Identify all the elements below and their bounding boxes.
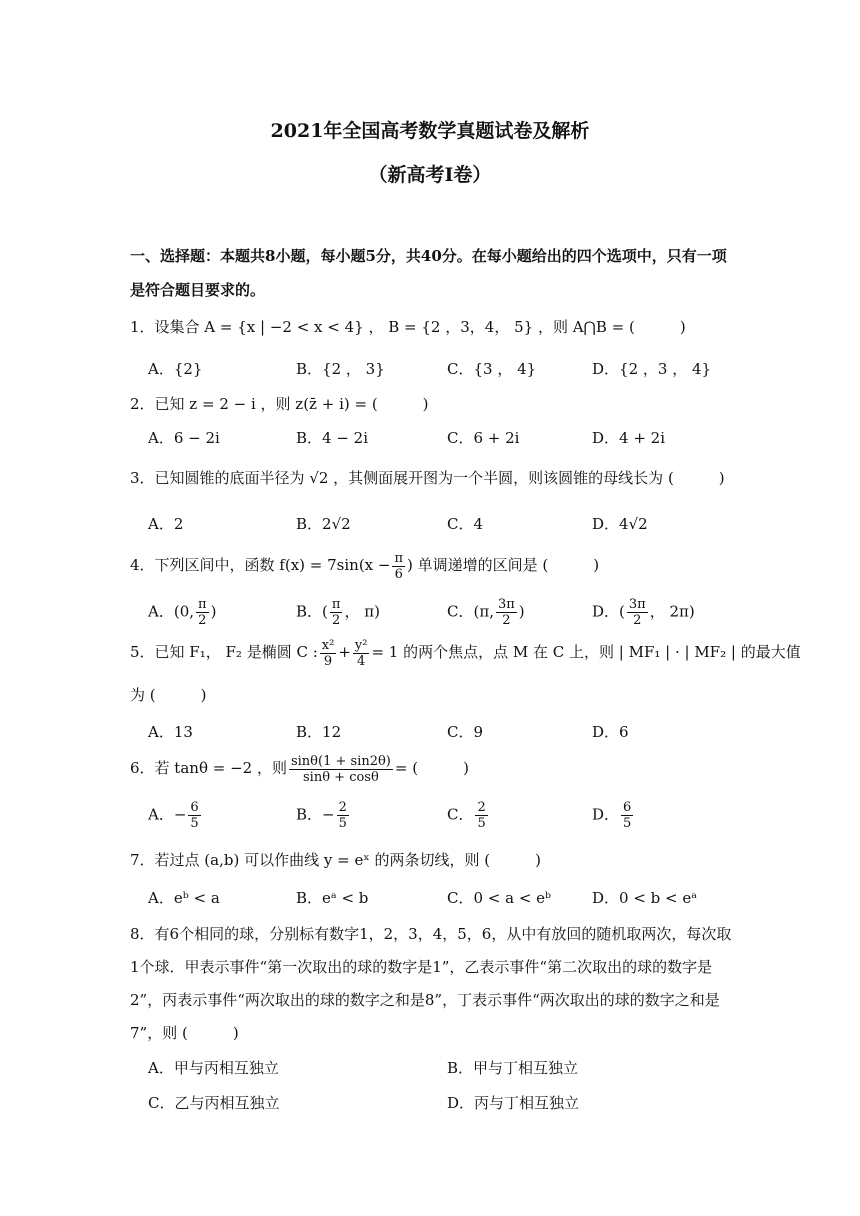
fraction-numerator: 6 — [190, 800, 199, 815]
question-5-option-b: B．12 — [296, 723, 342, 741]
question-7-option-c: C．0 < a < eᵇ — [447, 889, 552, 907]
question-7-stem: 7．若过点 (a,b) 可以作曲线 y = eˣ 的两条切线，则 ( ) — [130, 851, 541, 869]
question-5-fraction-1 — [320, 638, 337, 669]
option-label: A． — [148, 805, 174, 824]
question-4-option-d — [592, 597, 695, 628]
question-5-stem — [130, 637, 801, 669]
fraction-denominator: 2 — [332, 613, 341, 628]
question-7-option-d: D．0 < b < eᵃ — [592, 889, 698, 907]
question-6-option-b — [296, 800, 351, 831]
option-fraction — [496, 597, 517, 628]
question-6-stem — [130, 753, 740, 785]
option-pre: ( — [619, 602, 625, 621]
question-2-option-b: B．4 − 2i — [296, 429, 369, 447]
fraction-numerator: 6 — [623, 800, 632, 815]
question-2-stem: 2．已知 z = 2 − i ，则 z(z̄ + i) = ( ) — [130, 395, 429, 413]
question-7-option-a: A．eᵇ < a — [148, 889, 220, 907]
option-post: ) — [518, 602, 525, 621]
question-6-stem-pre: 6．若 tanθ = −2 ，则 — [130, 759, 287, 777]
question-2-option-c: C．6 + 2i — [447, 429, 520, 447]
fraction-denominator: 5 — [623, 816, 632, 831]
fraction-denominator: 4 — [357, 653, 366, 669]
fraction-numerator: π — [331, 597, 341, 612]
question-8-option-a: A．甲与丙相互独立 — [148, 1059, 279, 1077]
plus-sign: + — [338, 643, 351, 661]
question-5-option-d: D．6 — [592, 723, 629, 741]
question-3-option-c: C．4 — [447, 515, 484, 533]
question-1-stem: 1．设集合 A = {x | −2 < x < 4} ， B = {2 ，3，4， 5} ，则 A⋂B = ( ) — [130, 318, 686, 336]
question-6-option-a — [148, 800, 203, 831]
page-title: 2021年全国高考数学真题试卷及解析 — [270, 120, 590, 142]
fraction-numerator: y² — [354, 637, 368, 653]
option-sign: − — [173, 805, 187, 824]
question-6-fraction — [289, 754, 393, 785]
question-6-option-c — [447, 800, 490, 831]
question-5-stem-pre: 5．已知 F₁， F₂ 是椭圆 C : — [130, 643, 318, 661]
question-4-option-b — [296, 597, 380, 628]
question-4-option-c — [447, 597, 525, 628]
fraction-denominator: 2 — [198, 613, 207, 628]
question-7-option-b: B．eᵃ < b — [296, 889, 369, 907]
fraction-numerator: π — [198, 597, 207, 612]
question-5-stem-line2: 为 ( ) — [130, 686, 207, 704]
fraction-denominator: 2 — [502, 613, 511, 628]
question-1-option-a: A．{2} — [148, 360, 203, 378]
option-fraction — [196, 597, 209, 628]
option-post: ， 2π) — [649, 602, 695, 621]
option-label: D． — [592, 602, 620, 621]
option-post: ， π) — [344, 602, 380, 621]
fraction-numerator: 2 — [477, 800, 486, 815]
page-subtitle: （新高考Ⅰ卷） — [368, 164, 492, 186]
question-8-stem: 8．有6个相同的球，分别标有数字1，2，3，4，5，6，从中有放回的随机取两次，每次取1个球．甲表示事件“第一次取出的球的数字是1”，乙表示事件“第二次取出的球的数字是2”，丙表示事件“两次取出的球的数字之和是8”，丁表示事件“两次取出的球的数字之和是7”，则 ( ) — [130, 925, 732, 1042]
section-heading: 一、选择题：本题共8小题，每小题5分，共40分。在每小题给出的四个选项中，只有一项是符合题目要求的。 — [130, 247, 727, 299]
question-4-stem-pre: 4．下列区间中，函数 f(x) = 7sin(x − — [130, 556, 391, 574]
question-4-stem-fraction — [392, 551, 405, 582]
option-label: C． — [447, 805, 474, 824]
question-8-option-d: D．丙与丁相互独立 — [447, 1094, 580, 1112]
question-4-stem-post: ) 单调递增的区间是 ( ) — [407, 556, 600, 574]
fraction-denominator: sinθ + cosθ — [303, 769, 379, 785]
fraction-numerator: π — [394, 550, 404, 566]
fraction-numerator: sinθ(1 + sin2θ) — [290, 753, 391, 769]
question-3-option-d: D．4√2 — [592, 515, 648, 533]
fraction-denominator: 2 — [633, 613, 642, 628]
question-3-stem: 3．已知圆锥的底面半径为 √2 ，其侧面展开图为一个半圆，则该圆锥的母线长为 ( ) — [130, 469, 725, 487]
question-4-stem — [130, 550, 740, 582]
option-post: ) — [210, 602, 217, 621]
option-sign: − — [322, 805, 335, 824]
question-5-fraction-2 — [353, 638, 370, 669]
fraction-denominator: 5 — [190, 816, 199, 831]
fraction-denominator: 9 — [323, 653, 333, 669]
option-label: B． — [296, 602, 323, 621]
question-2-option-d: D．4 + 2i — [592, 429, 666, 447]
fraction-denominator: 5 — [338, 816, 347, 831]
option-fraction — [475, 800, 487, 831]
fraction-numerator: 2 — [338, 800, 347, 815]
option-pre: (π, — [473, 602, 494, 621]
option-label: D． — [592, 805, 620, 824]
fraction-numerator: 3π — [497, 597, 515, 612]
question-3-option-b: B．2√2 — [296, 515, 351, 533]
question-6-option-d — [592, 800, 635, 831]
option-fraction — [188, 800, 200, 831]
option-fraction — [627, 597, 648, 628]
question-8-option-c: C．乙与丙相互独立 — [148, 1094, 280, 1112]
fraction-denominator: 6 — [394, 566, 403, 582]
fraction-numerator: x² — [321, 637, 335, 653]
fraction-denominator: 5 — [477, 816, 486, 831]
question-2-option-a: A．6 − 2i — [148, 429, 220, 447]
question-6-stem-post: = ( ) — [394, 759, 469, 777]
question-8-option-b: B．甲与丁相互独立 — [447, 1059, 579, 1077]
question-4-option-a — [148, 597, 216, 628]
option-fraction — [337, 800, 349, 831]
question-1-option-b: B．{2 ， 3} — [296, 360, 385, 378]
question-5-option-c: C．9 — [447, 723, 484, 741]
option-label: C． — [447, 602, 474, 621]
question-5-stem-post: = 1 的两个焦点，点 M 在 C 上，则 | MF₁ | · | MF₂ | 的最大值 — [371, 643, 801, 661]
question-1-option-d: D．{2 ，3 ， 4} — [592, 360, 712, 378]
question-3-option-a: A．2 — [148, 515, 184, 533]
option-pre: (0, — [173, 602, 195, 621]
option-fraction — [330, 597, 343, 628]
option-label: A． — [148, 602, 174, 621]
question-1-option-c: C．{3 ， 4} — [447, 360, 537, 378]
option-pre: ( — [322, 602, 328, 621]
option-fraction — [621, 800, 633, 831]
question-5-option-a: A．13 — [148, 723, 193, 741]
fraction-numerator: 3π — [628, 597, 646, 612]
option-label: B． — [296, 805, 323, 824]
